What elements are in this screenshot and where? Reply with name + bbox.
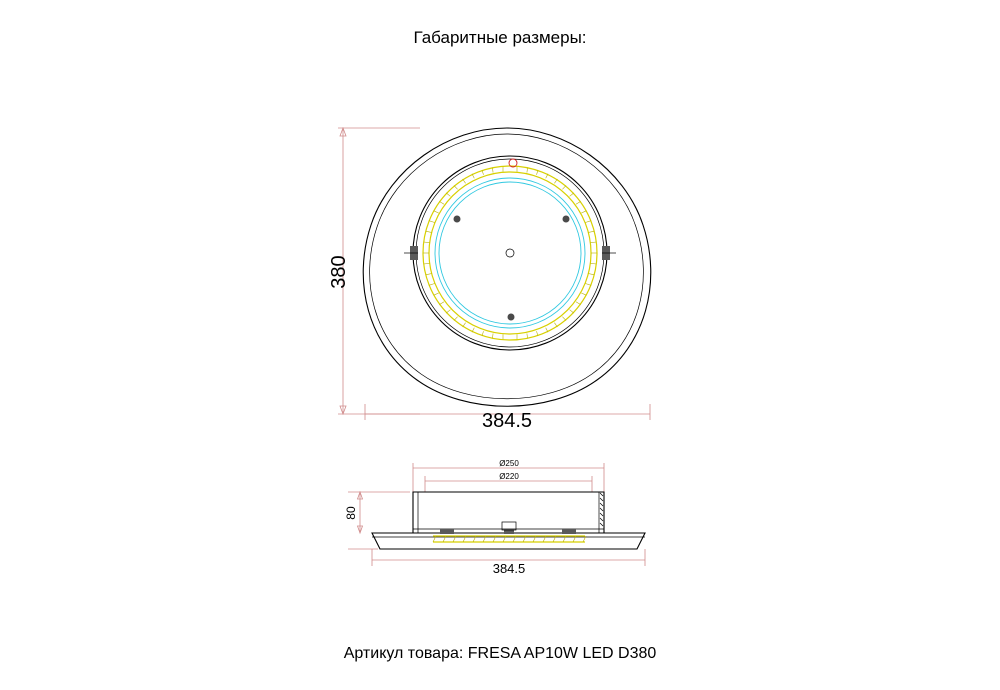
body-side-hatch	[600, 493, 603, 526]
cyan-circle-outer	[435, 178, 585, 328]
dim-width-384-side: 384.5	[492, 561, 526, 576]
dim-width-384-top: 384.5	[481, 410, 533, 432]
center-point	[506, 249, 514, 257]
mount-dot-bottom	[508, 314, 515, 321]
fixture-body-side	[413, 492, 604, 533]
mount-dot-left	[454, 216, 461, 223]
side-view-group	[344, 459, 645, 576]
fixture-outline-inner	[370, 134, 644, 399]
top-view-group	[328, 128, 651, 432]
led-ring-hatching	[423, 167, 597, 340]
cyan-circle-inner	[439, 182, 581, 324]
dim-height-380: 380	[328, 255, 350, 289]
mount-block-right	[562, 529, 576, 534]
led-ring-inner	[429, 172, 591, 334]
mount-block-left	[440, 529, 454, 534]
fixture-outline	[363, 128, 651, 406]
dim-d250: Ø250	[499, 459, 519, 468]
article-label: Артикул товара: FRESA AP10W LED D380	[343, 645, 657, 662]
page-title: Габаритные размеры:	[413, 28, 587, 47]
mount-dot-right	[563, 216, 570, 223]
diffuser-rim	[413, 156, 607, 350]
dim-d220: Ø220	[499, 472, 519, 481]
dim-height-80: 80	[344, 506, 358, 520]
